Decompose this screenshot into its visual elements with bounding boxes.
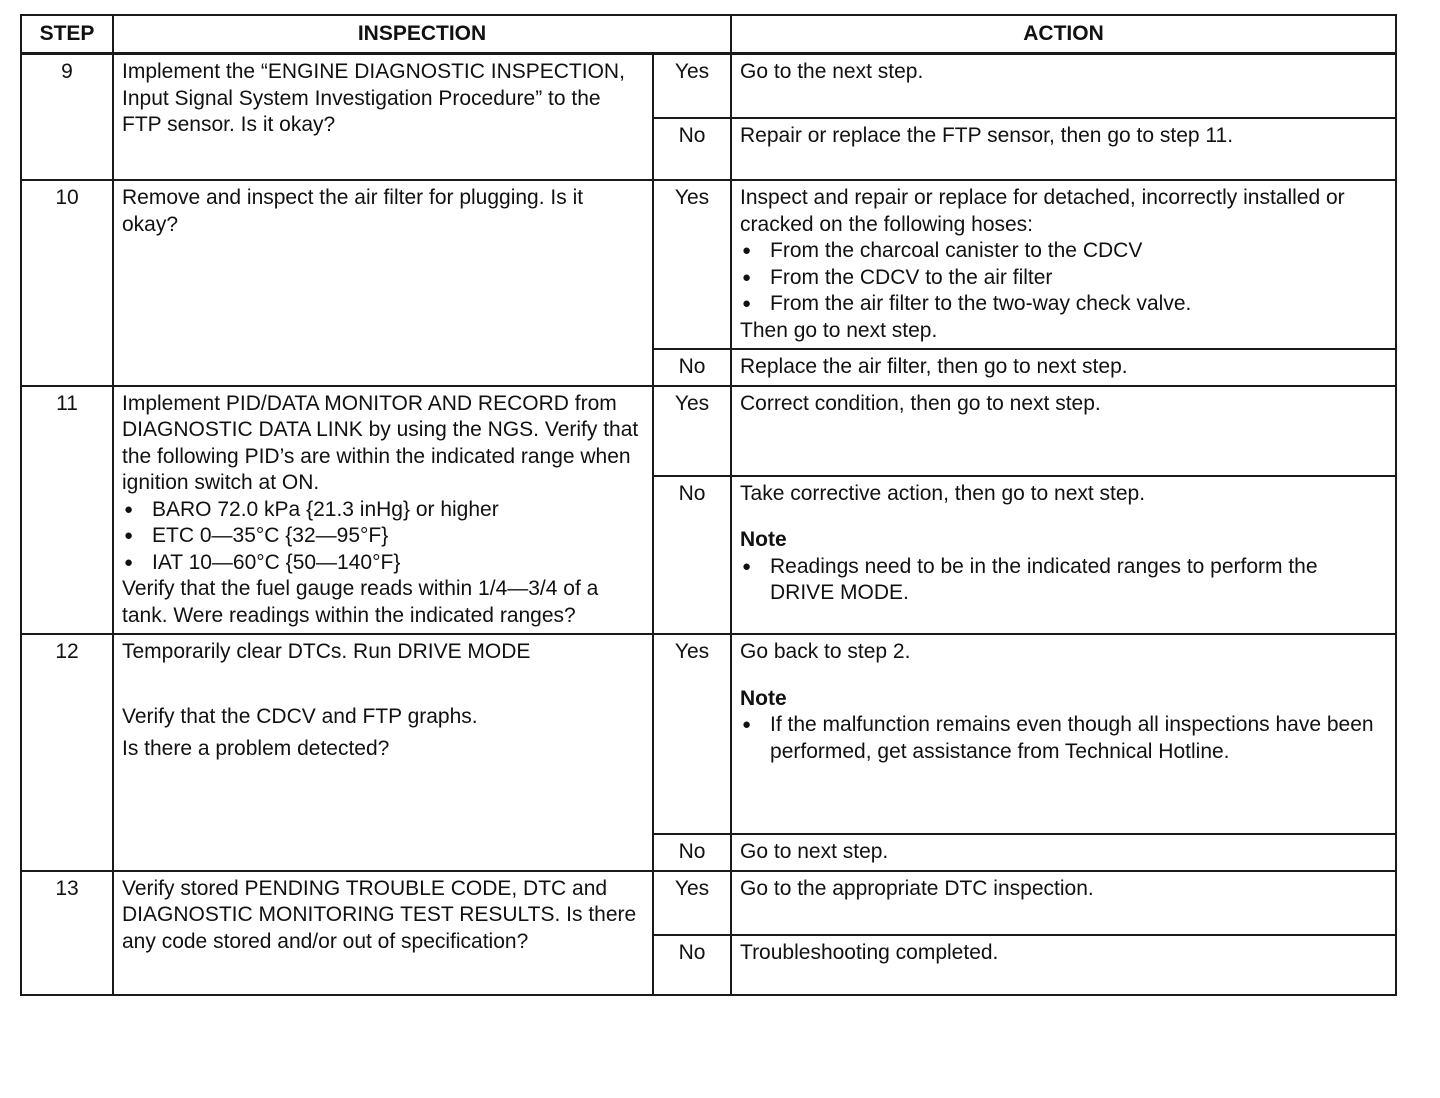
header-step: STEP <box>21 15 113 54</box>
step-9-inspection: Implement the “ENGINE DIAGNOSTIC INSPECTION, Input Signal System Investigation Procedure” to the FTP sensor. Is it okay? <box>113 54 653 181</box>
step-10-hose-item: ● From the charcoal canister to the CDCV <box>740 238 1387 265</box>
step-10-yes-outro: Then go to next step. <box>740 318 938 342</box>
step-12-no-action: Go to next step. <box>731 834 1396 871</box>
step-9-yes-action: Go to the next step. <box>731 54 1396 119</box>
step-13-yes-action: Go to the appropriate DTC inspection. <box>731 871 1396 935</box>
step-12-yes-action <box>731 634 1396 834</box>
step-12-yes-text: Go back to step 2. <box>740 640 911 663</box>
step-10-inspection: Remove and inspect the air filter for plugging. Is it okay? <box>113 180 653 386</box>
step-11-yes-row <box>21 386 1396 476</box>
step-10-no-action: Replace the air filter, then go to next step. <box>731 349 1396 386</box>
step-10-yes-row <box>21 180 1396 349</box>
step-11-pid-item: ● IAT 10—60°C {50—140°F} <box>122 550 644 577</box>
step-9-no-label: No <box>653 118 731 180</box>
step-11-note-label: Note <box>740 528 787 551</box>
step-11-no-label: No <box>653 476 731 635</box>
step-12-note-label: Note <box>740 686 787 710</box>
step-12-inspection-line2: Verify that the CDCV and FTP graphs. <box>122 704 478 728</box>
step-11-yes-action: Correct condition, then go to next step. <box>731 386 1396 476</box>
step-9-no-action: Repair or replace the FTP sensor, then go to step 11. <box>731 118 1396 180</box>
step-12-yes-row <box>21 634 1396 834</box>
step-10-yes-label: Yes <box>653 180 731 349</box>
step-10-number: 10 <box>21 180 113 386</box>
step-13-number: 13 <box>21 871 113 995</box>
step-11-note-list <box>740 554 1387 607</box>
step-12-no-label: No <box>653 834 731 871</box>
step-12-inspection-line3: Is there a problem detected? <box>122 737 390 760</box>
step-10-yes-intro: Inspect and repair or replace for detached, incorrectly installed or cracked on the following hoses: <box>740 186 1345 236</box>
step-12-inspection-line1: Temporarily clear DTCs. Run DRIVE MODE <box>122 640 531 663</box>
step-12-spacer <box>122 666 644 704</box>
step-10-hose-list <box>740 238 1387 318</box>
step-11-no-text: Take corrective action, then go to next step. <box>740 481 1146 505</box>
step-10-yes-action <box>731 180 1396 349</box>
header-inspection: INSPECTION <box>113 15 731 54</box>
step-12-number: 12 <box>21 634 113 871</box>
step-11-pid-item: ● BARO 72.0 kPa {21.3 inHg} or higher <box>122 497 644 524</box>
step-13-yes-label: Yes <box>653 871 731 935</box>
step-13-yes-row <box>21 871 1396 935</box>
step-9-number: 9 <box>21 54 113 181</box>
step-11-number: 11 <box>21 386 113 635</box>
step-10-no-label: No <box>653 349 731 386</box>
step-12-inspection <box>113 634 653 871</box>
step-11-pid-item: ● ETC 0—35°C {32—95°F} <box>122 523 644 550</box>
step-11-no-action <box>731 476 1396 635</box>
step-9-yes-label: Yes <box>653 54 731 119</box>
step-11-note-item: ● Readings need to be in the indicated ranges to perform the DRIVE MODE. <box>740 554 1387 607</box>
step-11-pid-list <box>122 497 644 577</box>
step-13-no-label: No <box>653 935 731 995</box>
header-action: ACTION <box>731 15 1396 54</box>
troubleshooting-table <box>20 14 1397 996</box>
step-12-note-item: ● If the malfunction remains even though all inspections have been performed, get assistance from Technical Hotline. <box>740 712 1387 765</box>
header-row <box>21 15 1396 54</box>
step-12-yes-label: Yes <box>653 634 731 834</box>
step-11-inspection-outro: Verify that the fuel gauge reads within 1/4—3/4 of a tank. Were readings within the indicated ranges? <box>122 577 599 627</box>
step-10-hose-item: ● From the CDCV to the air filter <box>740 265 1387 292</box>
step-11-inspection <box>113 386 653 635</box>
step-13-inspection: Verify stored PENDING TROUBLE CODE, DTC and DIAGNOSTIC MONITORING TEST RESULTS. Is there any code stored and/or out of specification? <box>113 871 653 995</box>
step-12-note-list <box>740 712 1387 765</box>
step-11-inspection-intro: Implement PID/DATA MONITOR AND RECORD from DIAGNOSTIC DATA LINK by using the NGS. Verify that the following PID’s are within the indicated range when ignition switch at ON. <box>122 391 639 494</box>
step-9-yes-row <box>21 54 1396 119</box>
step-11-yes-label: Yes <box>653 386 731 476</box>
step-13-no-action: Troubleshooting completed. <box>731 935 1396 995</box>
step-10-hose-item: ● From the air filter to the two-way check valve. <box>740 291 1387 318</box>
